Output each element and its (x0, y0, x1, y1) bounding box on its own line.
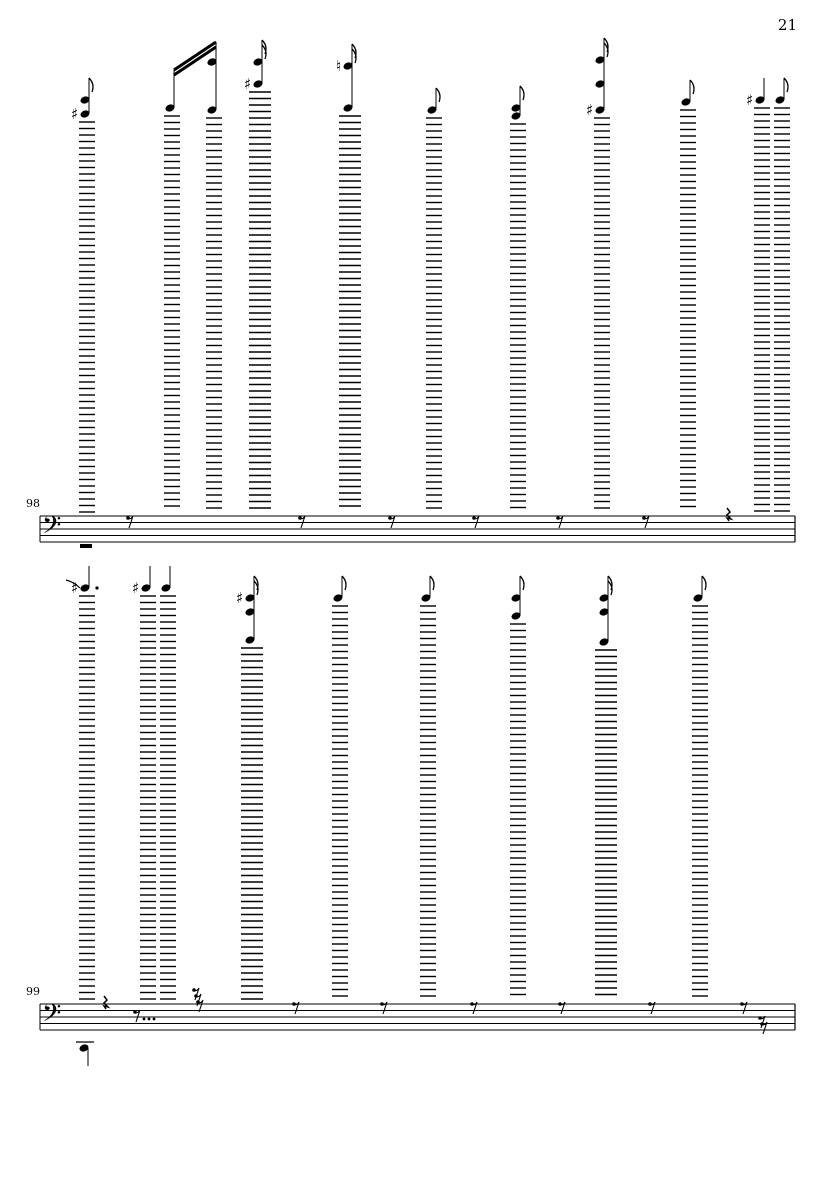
augmentation-dot (143, 1018, 146, 1021)
sharp-accidental: ♯ (244, 75, 252, 93)
ledger-line-column (164, 116, 180, 506)
ledger-line-column (510, 624, 526, 995)
sharp-accidental: ♯ (132, 579, 140, 597)
eighth-rest (642, 516, 649, 528)
eighth-rest (558, 1002, 565, 1014)
flag (690, 80, 694, 94)
notes-layer (66, 38, 790, 1066)
ledger-line-column (680, 110, 696, 507)
ledger-line-column (140, 596, 156, 999)
eighth-rest (472, 516, 479, 528)
sharp-accidental: ♯ (746, 91, 754, 109)
ledger-line-column (774, 108, 790, 511)
eighth-rest (292, 1002, 299, 1014)
ledger-line-column (420, 606, 436, 996)
ledger-line-column (79, 596, 95, 999)
ledger-line-column (426, 118, 442, 508)
eighth-rest (740, 1002, 747, 1014)
ledger-line-column (160, 596, 176, 999)
eighth-rest (126, 516, 133, 528)
ledger-line-column (510, 124, 526, 508)
beam (174, 42, 216, 70)
ledger-line-column (595, 650, 617, 995)
measure-number-98: 98 (26, 497, 40, 510)
ledger-line-column (594, 118, 610, 508)
measure-number-99: 99 (26, 985, 40, 998)
augmentation-dot (95, 586, 98, 589)
ledger-line-column (206, 118, 222, 508)
ledger-line-column (754, 108, 770, 511)
flag (436, 88, 440, 102)
eighth-rest (298, 516, 305, 528)
flag (89, 78, 93, 92)
sharp-accidental: ♯ (586, 101, 594, 119)
bass-clef: 𝄢 (42, 999, 62, 1034)
flag (520, 576, 524, 590)
ledger-line-column (339, 116, 361, 506)
flag (702, 576, 706, 590)
eighth-rest (556, 516, 563, 528)
system-99-staff (40, 999, 795, 1034)
ledger-line-column (249, 92, 271, 508)
flag (520, 86, 524, 100)
ledger-line-column (241, 648, 263, 999)
sharp-accidental: ♯ (71, 105, 79, 123)
augmentation-dot (153, 1018, 156, 1021)
page-number: 21 (777, 16, 797, 34)
sharp-accidental: ♯ (71, 579, 79, 597)
eighth-rest (133, 1010, 140, 1022)
eighth-rest (470, 1002, 477, 1014)
natural-accidental: ♮ (336, 57, 342, 75)
flag (430, 576, 434, 590)
ledger-line-column (692, 606, 708, 996)
ledger-line-column (79, 122, 95, 512)
bass-clef: 𝄢 (42, 511, 62, 546)
flag (342, 576, 346, 590)
augmentation-dot (148, 1018, 151, 1021)
eighth-rest (758, 1016, 765, 1028)
eighth-rest (380, 1002, 387, 1014)
ledger-line-column (332, 606, 348, 996)
quarter-rest (104, 996, 108, 1009)
quarter-rest (727, 508, 731, 521)
system-98-staff (40, 511, 795, 548)
multi-rest (80, 544, 92, 548)
eighth-rest (648, 1002, 655, 1014)
eighth-rest (192, 988, 199, 1000)
eighth-rest (388, 516, 395, 528)
sharp-accidental: ♯ (236, 589, 244, 607)
flag (784, 78, 788, 92)
